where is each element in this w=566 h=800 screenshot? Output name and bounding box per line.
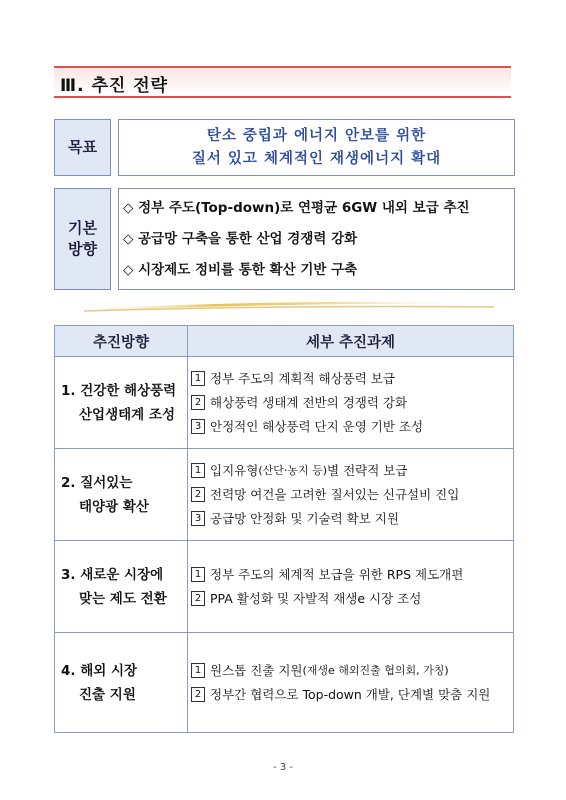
task-item: [191, 367, 513, 391]
task-number-box: 2: [191, 687, 205, 702]
table-row: [55, 357, 514, 449]
table-row: [55, 541, 514, 633]
task-item: [191, 507, 513, 531]
direction-item: ◇ 정부 주도(Top-down)로 연평균 6GW 내외 보급 추진: [123, 199, 470, 216]
task-number-box: 1: [191, 463, 205, 478]
section-title-bar: [54, 66, 511, 98]
task-text: 안정적인 해상풍력 단지 운영 기반 조성: [210, 418, 424, 434]
strategy-table: [54, 325, 514, 733]
row-category: [55, 633, 188, 733]
direction-item: ◇ 공급망 구축을 통한 산업 경쟁력 강화: [123, 230, 358, 247]
direction-label-l1: 기본: [68, 219, 97, 237]
task-item: [191, 391, 513, 415]
task-note: (재생e 해외진출 협의회, 가칭): [302, 663, 449, 677]
table-row: [55, 633, 514, 733]
goal-label-text: 목표: [68, 138, 97, 156]
task-number-box: 3: [191, 419, 205, 434]
header-direction: 추진방향: [55, 326, 188, 357]
task-text: 원스톱 진출 지원: [210, 662, 303, 678]
goal-label: [54, 119, 111, 176]
row-category: [55, 449, 188, 541]
row-category: [55, 541, 188, 633]
task-item: [191, 587, 513, 611]
task-text: 입지유형: [210, 462, 259, 478]
direction-item: ◇ 시장제도 정비를 통한 확산 기반 구축: [123, 261, 358, 278]
category-line-1: 3. 새로운 시장에: [61, 566, 164, 583]
task-note: (산단·농지 등): [258, 463, 328, 477]
task-text: 정부간 협력으로 Top-down 개발, 단계별 맞춤 지원: [210, 686, 491, 702]
direction-label: [54, 188, 111, 290]
row-tasks: [188, 633, 514, 733]
category-line-2: 맞는 제도 전환: [79, 590, 167, 607]
category-line-1: 2. 질서있는: [61, 474, 133, 491]
row-tasks: [188, 357, 514, 449]
task-text: 정부 주도의 체계적 보급을 위한 RPS 제도개편: [210, 566, 464, 582]
row-tasks: [188, 449, 514, 541]
task-text: 정부 주도의 계획적 해상풍력 보급: [210, 370, 395, 386]
task-text: 전력망 여건을 고려한 질서있는 신규설비 진입: [210, 486, 460, 502]
task-text: PPA 활성화 및 자발적 재생e 시장 조성: [210, 590, 422, 606]
task-number-box: 1: [191, 371, 205, 386]
task-number-box: 2: [191, 591, 205, 606]
task-item: [191, 415, 513, 439]
category-line-2: 태양광 확산: [79, 498, 149, 515]
category-line-2: 진출 지원: [79, 686, 136, 703]
decorative-gold-swoosh: [54, 296, 513, 318]
task-number-box: 1: [191, 663, 205, 678]
page-number: - 3 -: [273, 762, 293, 773]
task-item: [191, 483, 513, 507]
goal-line-2: 질서 있고 체계적인 재생에너지 확대: [191, 150, 442, 167]
task-item: [191, 459, 513, 483]
task-text: 해상풍력 생태계 전반의 경쟁력 강화: [210, 394, 408, 410]
task-number-box: 2: [191, 487, 205, 502]
task-text: 공급망 안정화 및 기술력 확보 지원: [210, 510, 399, 526]
task-text-tail: 별 전략적 보급: [327, 462, 408, 478]
header-tasks: 세부 추진과제: [188, 326, 514, 357]
section-title: Ⅲ. 추진 전략: [60, 76, 169, 96]
direction-label-l2: 방향: [68, 240, 97, 258]
task-number-box: 3: [191, 511, 205, 526]
row-category: [55, 357, 188, 449]
category-line-1: 1. 건강한 해상풍력: [61, 382, 177, 399]
goal-box: [118, 119, 515, 176]
direction-box: [118, 188, 515, 290]
task-number-box: 2: [191, 395, 205, 410]
task-item: [191, 659, 513, 683]
swoosh-graphic: [54, 296, 513, 318]
task-item: [191, 683, 513, 707]
row-tasks: [188, 541, 514, 633]
goal-line-1: 탄소 중립과 에너지 안보를 위한: [206, 127, 427, 144]
task-item: [191, 563, 513, 587]
table-header-row: [55, 326, 514, 357]
category-line-1: 4. 해외 시장: [61, 662, 138, 679]
table-row: [55, 449, 514, 541]
category-line-2: 산업생태계 조성: [79, 406, 175, 423]
task-number-box: 1: [191, 567, 205, 582]
